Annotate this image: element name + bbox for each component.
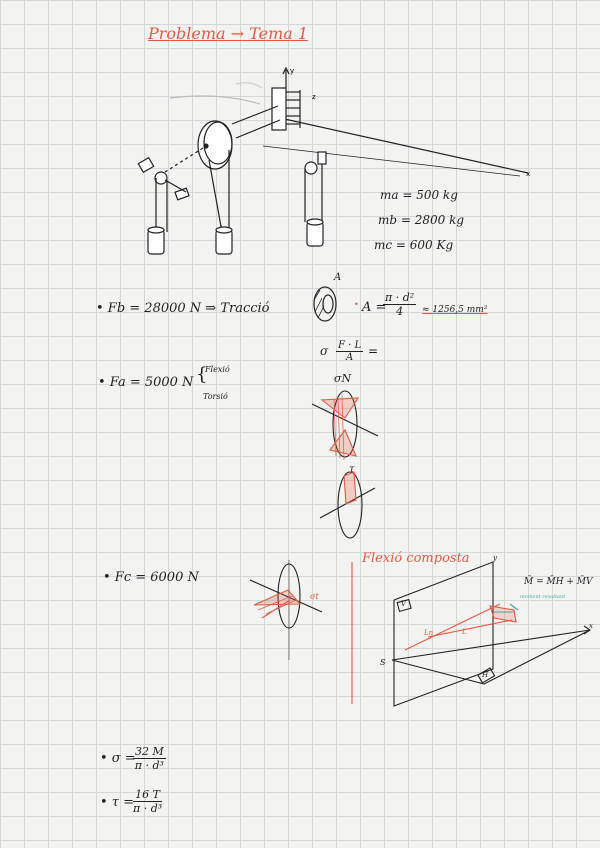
area-dot: •: [354, 300, 359, 309]
fa-brace: {: [196, 364, 208, 385]
fa-branch-flexio: Flexió: [205, 365, 230, 374]
area-lhs: A =: [362, 300, 387, 315]
point-s-label: S: [380, 658, 386, 667]
mass-b: mb = 2800 kg: [378, 213, 465, 227]
tau-formula-num: 16 T: [133, 788, 162, 802]
force-a-line: • Fa = 5000 N: [98, 375, 194, 390]
moment-equation: M̄ = M̄H + M̄V: [524, 577, 593, 587]
force-c-line: • Fc = 6000 N: [103, 570, 199, 585]
sigma-formula-fraction: [133, 745, 166, 772]
area-result: ≈ 1256,5 mm²: [422, 305, 488, 315]
flexion-title: Flexió composta: [362, 551, 470, 566]
sigma-formula-num: 32 M: [135, 745, 164, 758]
area-den: 4: [396, 305, 404, 318]
area-label: A: [334, 272, 342, 283]
tau-formula-fraction: [133, 788, 162, 815]
stress-den: A: [345, 352, 354, 363]
force-b-line: • Fb = 28000 N ⇒ Tracció: [96, 301, 270, 316]
fa-branch-torsio: Torsió: [203, 392, 228, 401]
tau-formula-den: π · d³: [133, 802, 163, 815]
sigma-t-label: σt: [310, 592, 319, 601]
stress-num: F · L: [338, 340, 362, 351]
axis-z-label-top: z: [312, 93, 316, 101]
red-label-ln: Ln: [424, 629, 434, 637]
sigma-n-label: σN: [334, 372, 352, 385]
axis-y-label-3d: y: [493, 554, 497, 562]
red-label-l: L: [462, 628, 467, 636]
section-v-label: V: [401, 600, 407, 608]
axis-x-label-top: x: [526, 170, 531, 178]
area-num: π · d²: [385, 291, 415, 304]
mass-a: ma = 500 kg: [380, 188, 458, 202]
stress-eq: =: [368, 344, 379, 358]
sigma-formula-den: π · d³: [134, 759, 164, 772]
tau-formula-lhs: • τ =: [100, 795, 135, 810]
page-title: Problema → Tema 1: [148, 24, 309, 43]
axis-y-label: y: [290, 67, 295, 75]
moment-note: moment resultant: [520, 594, 566, 600]
sigma-formula-lhs: • σ =: [100, 751, 136, 766]
section-h-label: H: [482, 671, 489, 679]
axis-x-label-3d: x: [589, 622, 593, 630]
tau-label: τ: [349, 464, 355, 475]
stress-lhs: σ: [320, 344, 329, 358]
mass-c: mc = 600 Kg: [374, 238, 454, 252]
